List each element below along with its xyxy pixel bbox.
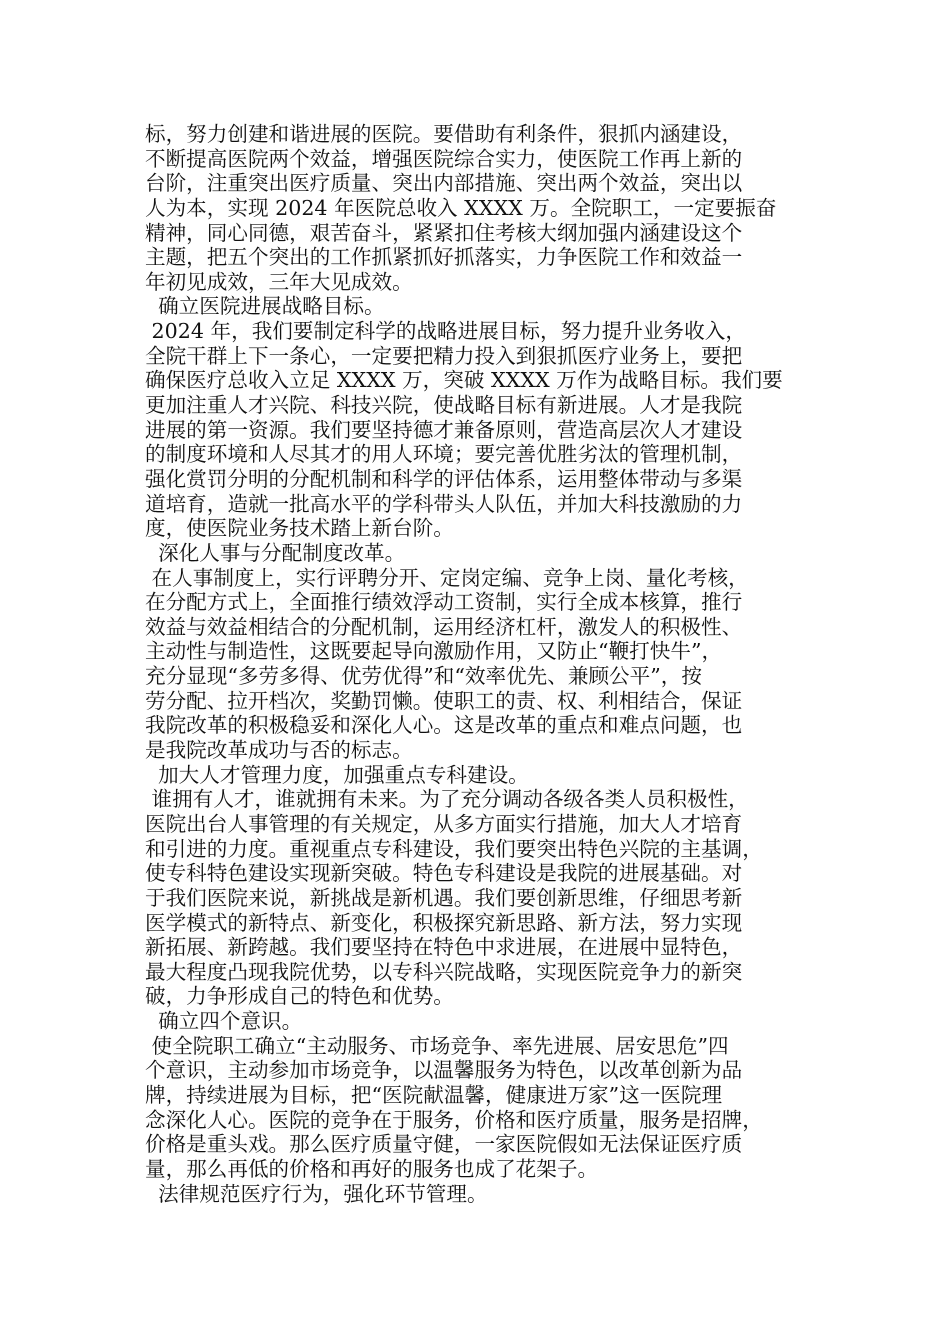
text-line: 确立四个意识。 <box>145 1009 303 1034</box>
text-line: 不断提高医院两个效益，增强医院综合实力，使医院工作再上新的 <box>145 146 743 171</box>
text-line: 我院改革的积极稳妥和深化人心。这是改革的重点和难点问题，也 <box>145 713 743 738</box>
text-line: 强化赏罚分明的分配机制和科学的评估体系，运用整体带动与多渠 <box>145 466 743 491</box>
text-line: 在分配方式上，全面推行绩效浮动工资制，实行全成本核算，推行 <box>145 590 743 615</box>
text-line: 使全院职工确立“主动服务、市场竞争、率先进展、居安思危”四 <box>145 1033 729 1058</box>
text-line: 最大程度凸现我院优势，以专科兴院战略，实现医院竞争力的新突 <box>145 959 743 984</box>
text-line: 台阶，注重突出医疗质量、突出内部措施、突出两个效益，突出以 <box>145 171 743 196</box>
text-line: 主题，把五个突出的工作抓紧抓好抓落实，力争医院工作和效益一 <box>145 245 743 270</box>
text-line: 破，力争形成自己的特色和优势。 <box>145 984 454 1009</box>
text-line: 新拓展、新跨越。我们要坚持在特色中求进展，在进展中显特色， <box>145 935 743 960</box>
text-line: 劳分配、拉开档次，奖勤罚懒。使职工的责、权、利相结合，保证 <box>145 688 743 713</box>
text-line: 深化人事与分配制度改革。 <box>145 540 406 565</box>
document-body <box>145 122 815 1206</box>
text-line: 谁拥有人才，谁就拥有未来。为了充分调动各级各类人员积极性， <box>145 787 749 812</box>
text-line: 个意识，主动参加市场竞争，以温馨服务为特色，以改革创新为品 <box>145 1058 743 1083</box>
text-line: 价格是重头戏。那么医疗质量守健，一家医院假如无法保证医疗质 <box>145 1132 743 1157</box>
text-line: 效益与效益相结合的分配机制，运用经济杠杆，激发人的积极性、 <box>145 614 743 639</box>
text-line: 是我院改革成功与否的标志。 <box>145 738 413 763</box>
text-line: 更加注重人才兴院、科技兴院，使战略目标有新进展。人才是我院 <box>145 393 743 418</box>
text-line: 念深化人心。医院的竞争在于服务，价格和医疗质量，服务是招牌， <box>145 1107 763 1132</box>
text-line: 2024 年，我们要制定科学的战略进展目标，努力提升业务收入， <box>145 319 746 344</box>
text-line: 精神，同心同德，艰苦奋斗，紧紧扣住考核大纲加强内涵建设这个 <box>145 220 743 245</box>
text-line: 度，使医院业务技术踏上新台阶。 <box>145 516 454 541</box>
text-line: 进展的第一资源。我们要坚持德才兼备原则，营造高层次人才建设 <box>145 417 743 442</box>
text-line: 医学模式的新特点、新变化，积极探究新思路、新方法，努力实现 <box>145 910 743 935</box>
text-line: 和引进的力度。重视重点专科建设，我们要突出特色兴院的主基调， <box>145 836 763 861</box>
text-line: 法律规范医疗行为，强化环节管理。 <box>145 1181 488 1206</box>
text-line: 充分显现“多劳多得、优劳优得”和“效率优先、兼顾公平”，按 <box>145 664 702 689</box>
text-line: 道培育，造就一批高水平的学科带头人队伍，并加大科技激励的力 <box>145 491 743 516</box>
text-line: 的制度环境和人尽其才的用人环境；要完善优胜劣汰的管理机制， <box>145 442 743 467</box>
text-line: 加大人才管理力度，加强重点专科建设。 <box>145 762 529 787</box>
text-line: 医院出台人事管理的有关规定，从多方面实行措施，加大人才培育 <box>145 811 743 836</box>
text-line: 牌，持续进展为目标，把“医院献温馨，健康进万家”这一医院理 <box>145 1082 723 1107</box>
text-line: 使专科特色建设实现新突破。特色专科建设是我院的进展基础。对 <box>145 861 743 886</box>
text-line: 标，努力创建和谐进展的医院。要借助有利条件，狠抓内涵建设， <box>145 122 743 146</box>
text-line: 年初见成效，三年大见成效。 <box>145 269 413 294</box>
text-line: 确立医院进展战略目标。 <box>145 294 385 319</box>
text-line: 确保医疗总收入立足 XXXX 万，突破 XXXX 万作为战略目标。我们要 <box>145 368 783 393</box>
text-line: 于我们医院来说，新挑战是新机遇。我们要创新思维，仔细思考新 <box>145 885 743 910</box>
text-line: 量，那么再低的价格和再好的服务也成了花架子。 <box>145 1156 599 1181</box>
text-line: 在人事制度上，实行评聘分开、定岗定编、竞争上岗、量化考核， <box>145 565 749 590</box>
text-line: 全院干群上下一条心，一定要把精力投入到狠抓医疗业务上，要把 <box>145 343 743 368</box>
text-line: 主动性与制造性，这既要起导向激励作用，又防止“鞭打快牛”， <box>145 639 723 664</box>
text-line: 人为本，实现 2024 年医院总收入 XXXX 万。全院职工，一定要振奋 <box>145 195 777 220</box>
